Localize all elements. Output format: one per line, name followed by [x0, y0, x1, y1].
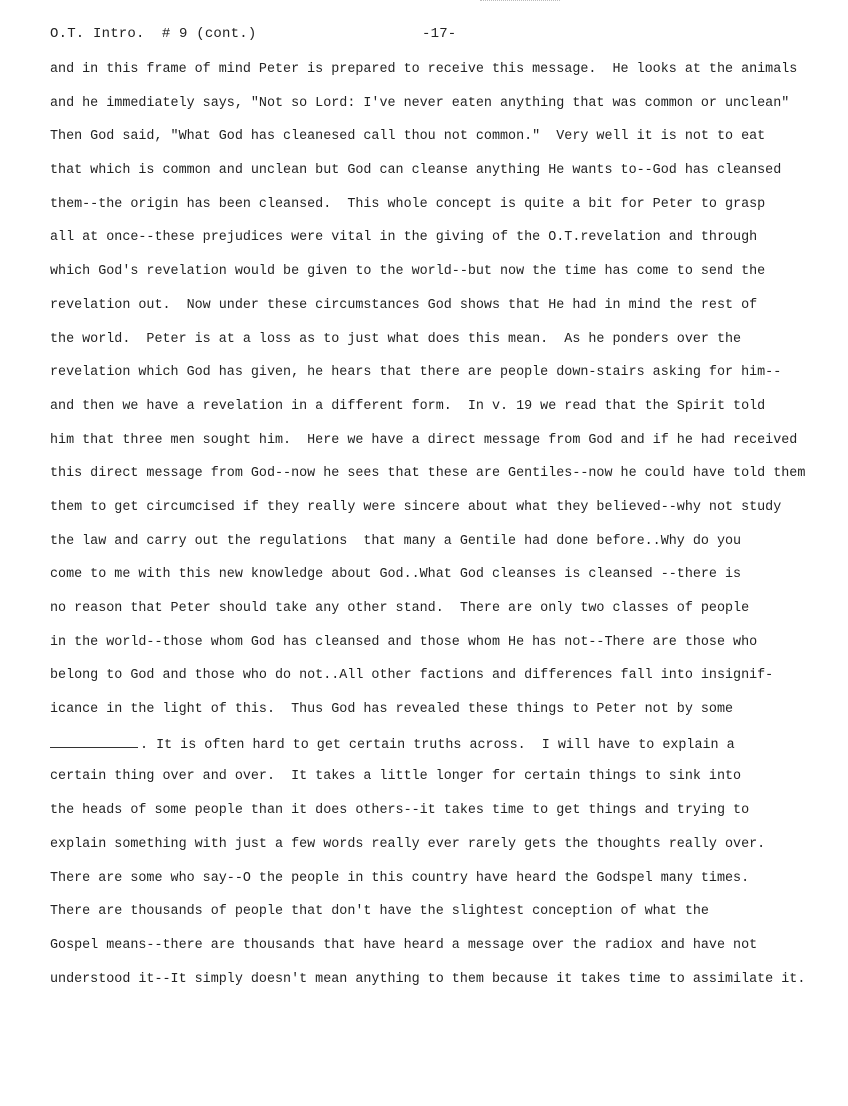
- text-line: understood it--It simply doesn't mean anything to them because it takes time to assimilate it.: [50, 971, 806, 987]
- text-line: in the world--those whom God has cleansed and those whom He has not--There are those who: [50, 634, 758, 650]
- text-line: explain something with just a few words really ever rarely gets the thoughts really over.: [50, 836, 766, 852]
- text-line: the world. Peter is at a loss as to just what does this mean. As he ponders over the: [50, 331, 742, 347]
- text-line: and in this frame of mind Peter is prepared to receive this message. He looks at the animals: [50, 62, 798, 77]
- text-line: the heads of some people than it does others--it takes time to get things and trying to: [50, 803, 750, 819]
- text-line: Gospel means--there are thousands that have heard a message over the radiox and have not: [50, 937, 758, 953]
- text-line: that which is common and unclean but God can cleanse anything He wants to--God has cleansed: [50, 163, 782, 179]
- fill-in-blank: [50, 734, 138, 748]
- course-heading: O.T. Intro. # 9 (cont.): [50, 26, 257, 42]
- page-number: -17-: [422, 26, 457, 42]
- scan-artifact: [480, 0, 560, 5]
- text-line: certain thing over and over. It takes a little longer for certain things to sink into: [50, 769, 742, 785]
- text-line: him that three men sought him. Here we have a direct message from God and if he had received: [50, 432, 798, 448]
- body-text: [50, 60, 840, 1003]
- text-line: Then God said, "What God has cleanesed call thou not common." Very well it is not to eat: [50, 129, 766, 145]
- text-line: which God's revelation would be given to the world--but now the time has come to send the: [50, 264, 766, 280]
- text-line: this direct message from God--now he sees that these are Gentiles--now he could have told them: [50, 466, 806, 482]
- page-header: [50, 26, 810, 46]
- text-line-with-blank: [50, 734, 840, 768]
- text-line: and he immediately says, "Not so Lord: I've never eaten anything that was common or unclean": [50, 95, 790, 111]
- text-line: them to get circumcised if they really were sincere about what they believed--why not study: [50, 499, 782, 515]
- text-line: and then we have a revelation in a different form. In v. 19 we read that the Spirit told: [50, 398, 766, 414]
- text-line-rest: . It is often hard to get certain truths across. I will have to explain a: [140, 737, 735, 753]
- text-line: the law and carry out the regulations that many a Gentile had done before..Why do you: [50, 533, 742, 549]
- text-line: come to me with this new knowledge about God..What God cleanses is cleansed --there is: [50, 567, 742, 583]
- text-line: revelation which God has given, he hears that there are people down-stairs asking for him--: [50, 365, 782, 381]
- text-line: There are thousands of people that don't have the slightest conception of what the: [50, 904, 709, 920]
- text-line: belong to God and those who do not..All other factions and differences fall into insignif-: [50, 668, 774, 684]
- text-line: no reason that Peter should take any other stand. There are only two classes of people: [50, 601, 750, 616]
- text-line: icance in the light of this. Thus God has revealed these things to Peter not by some: [50, 702, 734, 718]
- text-line: revelation out. Now under these circumstances God shows that He had in mind the rest of: [50, 297, 758, 313]
- text-line: all at once--these prejudices were vital in the giving of the O.T.revelation and through: [50, 230, 758, 246]
- text-line: There are some who say--O the people in this country have heard the Godspel many times.: [50, 870, 750, 886]
- text-line: them--the origin has been cleansed. This whole concept is quite a bit for Peter to grasp: [50, 196, 766, 212]
